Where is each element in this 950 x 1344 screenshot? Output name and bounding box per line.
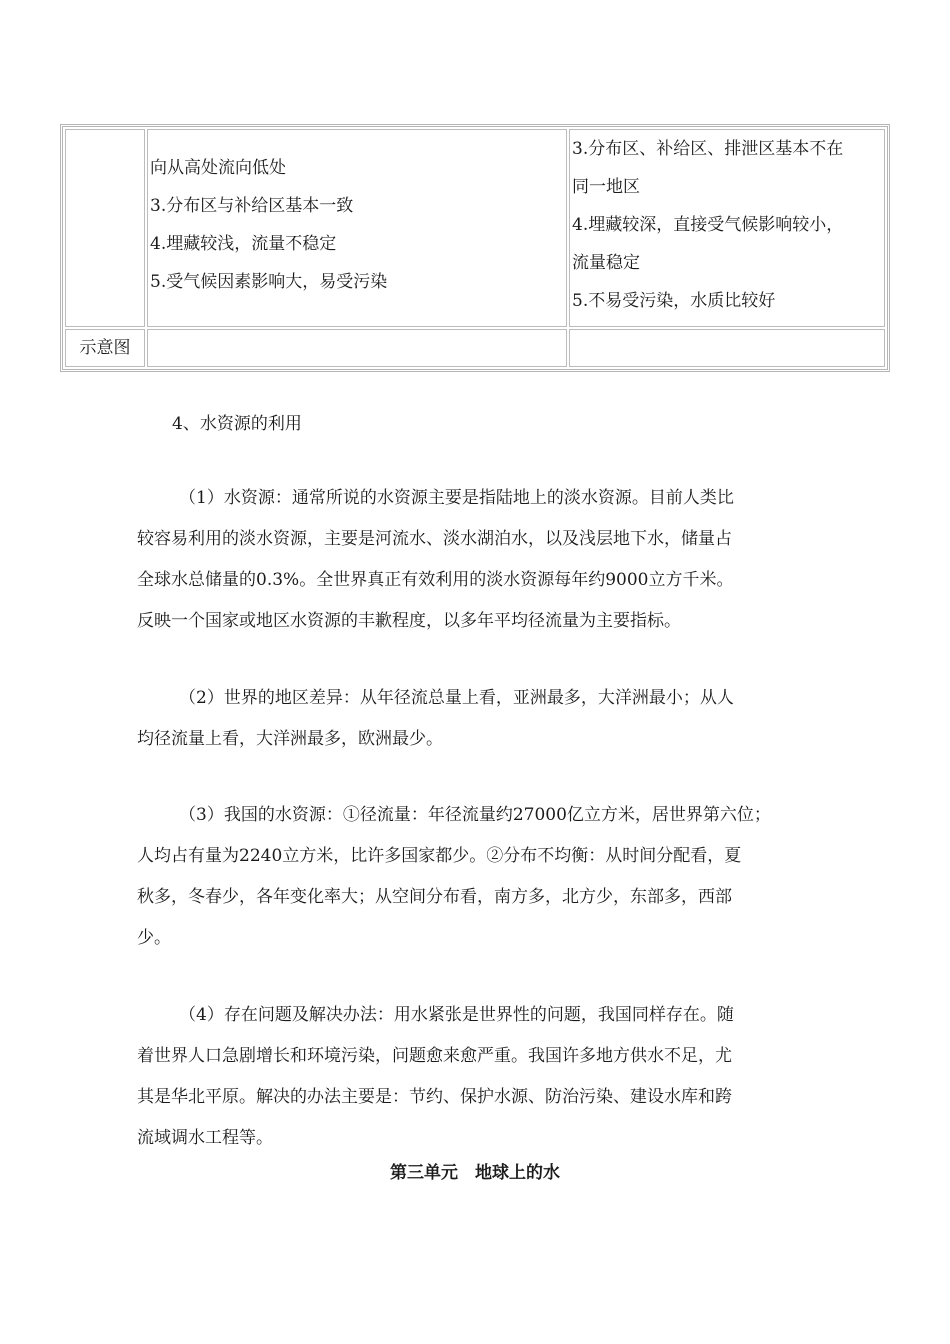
- table-cell-row1-shallow: [147, 129, 567, 327]
- paragraph-line: 较容易利用的淡水资源，主要是河流水、淡水湖泊水，以及浅层地下水，储量占: [137, 529, 732, 549]
- unit-title: 第三单元 地球上的水: [390, 1163, 560, 1183]
- cell-line: 3.分布区与补给区基本一致: [150, 196, 354, 216]
- cell-line: 5.受气候因素影响大，易受污染: [150, 272, 388, 292]
- paragraph-line: （1）水资源：通常所说的水资源主要是指陆地上的淡水资源。目前人类比: [179, 488, 734, 508]
- paragraph-problems-solutions: [137, 995, 837, 1159]
- paragraph-line: （2）世界的地区差异：从年径流总量上看，亚洲最多，大洋洲最小；从人: [179, 688, 734, 708]
- cell-line: 4.埋藏较浅，流量不稳定: [150, 234, 337, 254]
- paragraph-line: （3）我国的水资源：①径流量：年径流量约27000亿立方米，居世界第六位；: [179, 805, 771, 825]
- section-heading: 4、水资源的利用: [172, 414, 302, 434]
- paragraph-regional-differences: [137, 678, 837, 760]
- paragraph-line: 人均占有量为2240立方米，比许多国家都少。②分布不均衡：从时间分配看，夏: [137, 846, 742, 866]
- cell-line: 向从高处流向低处: [150, 158, 286, 178]
- paragraph-line: 着世界人口急剧增长和环境污染，问题愈来愈严重。我国许多地方供水不足，尤: [137, 1046, 732, 1066]
- groundwater-comparison-table: [60, 124, 890, 372]
- paragraph-china-water: [137, 795, 837, 959]
- cell-line: 流量稳定: [572, 253, 640, 273]
- paragraph-line: 其是华北平原。解决的办法主要是：节约、保护水源、防治污染、建设水库和跨: [137, 1087, 732, 1107]
- table-cell-row1-deep: [569, 129, 885, 327]
- paragraph-line: 秋多，冬春少，各年变化率大；从空间分布看，南方多，北方少，东部多，西部: [137, 887, 732, 907]
- cell-line: 同一地区: [572, 177, 640, 197]
- paragraph-line: 均径流量上看，大洋洲最多，欧洲最少。: [137, 729, 443, 749]
- table-cell-diagram-shallow: [147, 329, 567, 367]
- paragraph-water-resources: [137, 478, 837, 642]
- table-cell-diagram-label: 示意图: [65, 329, 145, 367]
- paragraph-line: 流域调水工程等。: [137, 1128, 273, 1148]
- table-cell-row1-label: [65, 129, 145, 327]
- table-cell-diagram-deep: [569, 329, 885, 367]
- paragraph-line: 全球水总储量的0.3%。全世界真正有效利用的淡水资源每年约9000立方千米。: [137, 570, 734, 590]
- paragraph-line: 反映一个国家或地区水资源的丰歉程度，以多年平均径流量为主要指标。: [137, 611, 681, 631]
- cell-line: 4.埋藏较深，直接受气候影响较小，: [572, 215, 844, 235]
- paragraph-line: （4）存在问题及解决办法：用水紧张是世界性的问题，我国同样存在。随: [179, 1005, 734, 1025]
- cell-line: 3.分布区、补给区、排泄区基本不在: [572, 139, 844, 159]
- cell-line: 5.不易受污染，水质比较好: [572, 291, 776, 311]
- paragraph-line: 少。: [137, 928, 171, 948]
